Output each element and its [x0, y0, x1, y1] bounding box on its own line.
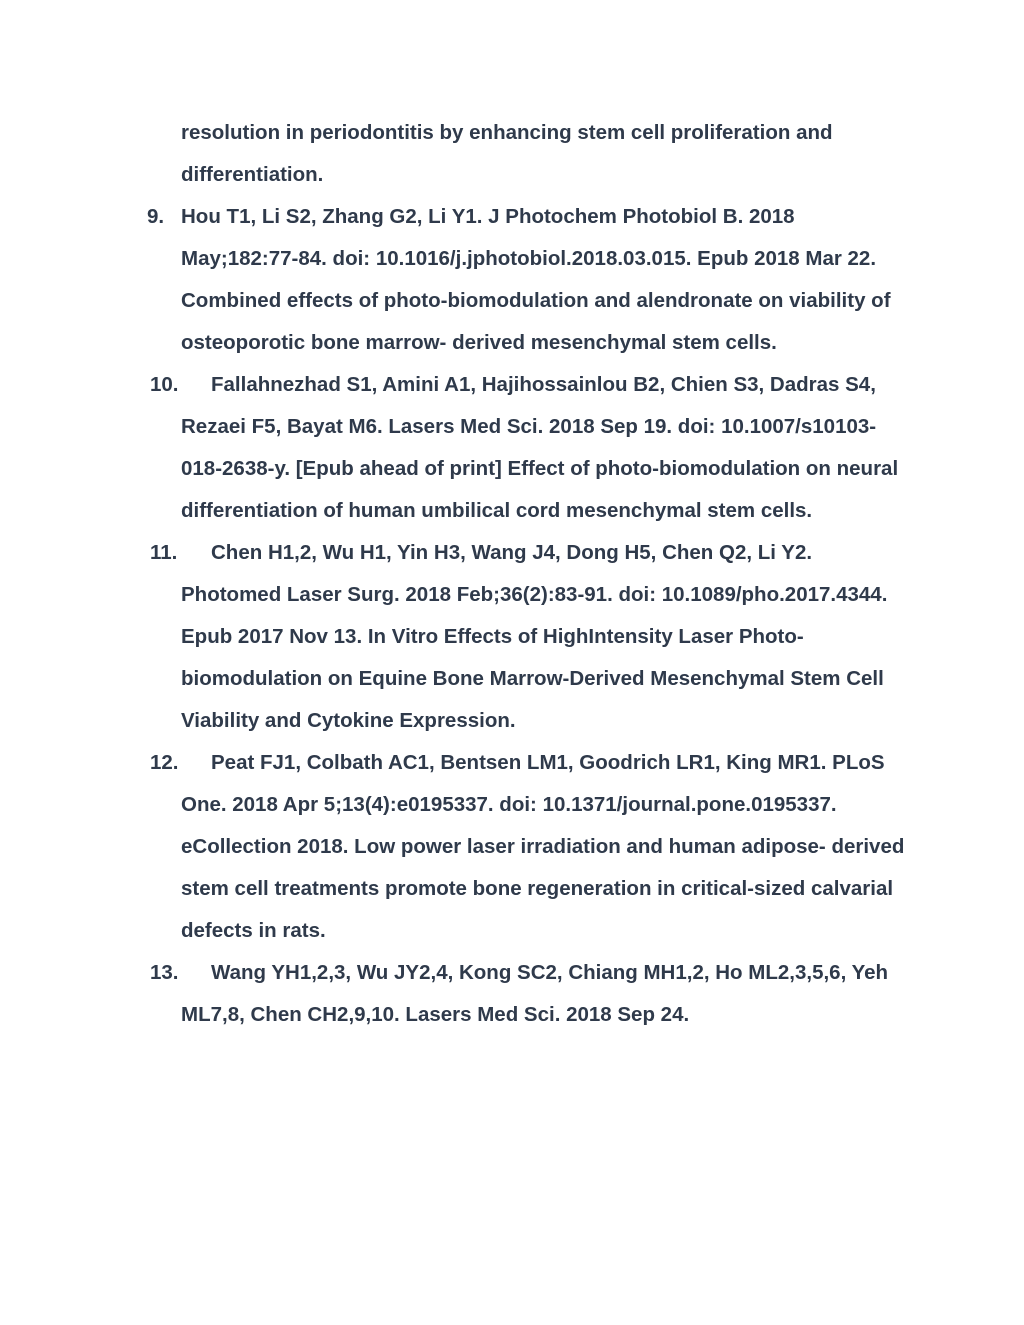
- reference-text: Chen H1,2, Wu H1, Yin H3, Wang J4, Dong H5, Chen Q2, Li Y2. Photomed Laser Surg. 2018 Feb;36(2):83-91. doi: 10.1089/pho.2017.4344. Epub 2017 Nov 13. In Vitro Effects of HighIntensity Laser Photo-biomodulation on Equine Bone Marrow-Derived Mesenchymal Stem Cell Viability and Cytokine Expression.: [181, 541, 888, 732]
- reference-number: 11.: [150, 541, 178, 564]
- reference-item-12: [147, 742, 917, 952]
- reference-text: Hou T1, Li S2, Zhang G2, Li Y1. J Photochem Photobiol B. 2018 May;182:77-84. doi: 10.1016/j.jphotobiol.2018.03.015. Epub 2018 Mar 22. Combined effects of photo-biomodulation and alendronate on viability of osteoporotic bone marrow- derived mesenchymal stem cells.: [181, 205, 891, 354]
- reference-number: 12.: [150, 751, 179, 774]
- reference-text: resolution in periodontitis by enhancing stem cell proliferation and differentiation.: [181, 121, 833, 186]
- reference-text: Fallahnezhad S1, Amini A1, Hajihossainlou B2, Chien S3, Dadras S4, Rezaei F5, Bayat M6. Lasers Med Sci. 2018 Sep 19. doi: 10.1007/s10103-018-2638-y. [Epub ahead of print] Effect of photo-biomodulation on neural differentiation of human umbilical cord mesenchymal stem cells.: [181, 373, 899, 522]
- reference-number: 10.: [150, 373, 179, 396]
- reference-number: 9.: [147, 205, 165, 228]
- reference-text: Peat FJ1, Colbath AC1, Bentsen LM1, Goodrich LR1, King MR1. PLoS One. 2018 Apr 5;13(4):e0195337. doi: 10.1371/journal.pone.0195337. eCollection 2018. Low power laser irradiation and human adipose- derived stem cell treatments promote bone regeneration in critical-sized calvarial defects in rats.: [181, 751, 905, 942]
- reference-item-9: [147, 196, 917, 364]
- reference-list: [147, 112, 917, 1036]
- reference-item-13: [147, 952, 917, 1036]
- reference-text: Wang YH1,2,3, Wu JY2,4, Kong SC2, Chiang MH1,2, Ho ML2,3,5,6, Yeh ML7,8, Chen CH2,9,10. Lasers Med Sci. 2018 Sep 24.: [181, 961, 889, 1026]
- reference-continuation: [147, 112, 917, 196]
- reference-item-10: [147, 364, 917, 532]
- reference-item-11: [147, 532, 917, 742]
- reference-number: 13.: [150, 961, 179, 984]
